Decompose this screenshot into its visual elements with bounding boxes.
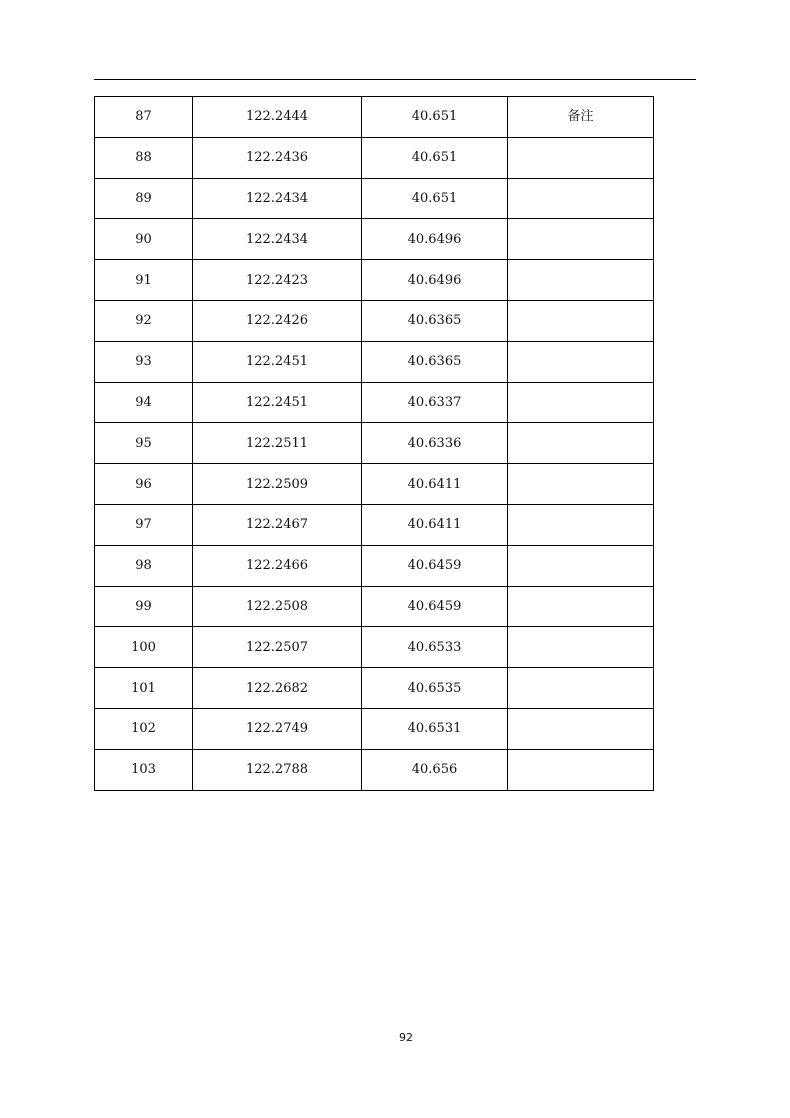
latitude-cell: 40.6533 [362, 627, 508, 668]
point-index-cell: 93 [95, 341, 193, 382]
point-index-cell: 95 [95, 423, 193, 464]
latitude-cell: 40.6411 [362, 464, 508, 505]
note-cell [508, 382, 654, 423]
table-row [95, 300, 654, 341]
table-row [95, 708, 654, 749]
point-index-cell: 96 [95, 464, 193, 505]
table-row [95, 178, 654, 219]
table-row [95, 668, 654, 709]
point-index-cell: 98 [95, 545, 193, 586]
latitude-cell: 40.6365 [362, 341, 508, 382]
header-rule [94, 79, 696, 80]
note-cell [508, 341, 654, 382]
point-index-cell: 102 [95, 708, 193, 749]
point-index-cell: 94 [95, 382, 193, 423]
point-index-cell: 100 [95, 627, 193, 668]
latitude-cell: 40.6459 [362, 545, 508, 586]
table-row [95, 341, 654, 382]
latitude-cell: 40.6531 [362, 708, 508, 749]
latitude-cell: 40.6336 [362, 423, 508, 464]
latitude-cell: 40.6496 [362, 260, 508, 301]
point-index-cell: 99 [95, 586, 193, 627]
point-index-cell: 90 [95, 219, 193, 260]
note-cell [508, 668, 654, 709]
note-cell [508, 423, 654, 464]
table-row [95, 423, 654, 464]
longitude-cell: 122.2682 [193, 668, 362, 709]
table-row [95, 219, 654, 260]
table-row [95, 545, 654, 586]
table-row [95, 382, 654, 423]
latitude-cell: 40.6535 [362, 668, 508, 709]
longitude-cell: 122.2788 [193, 749, 362, 790]
latitude-cell: 40.6337 [362, 382, 508, 423]
note-cell [508, 586, 654, 627]
table-row [95, 464, 654, 505]
longitude-cell: 122.2509 [193, 464, 362, 505]
note-cell [508, 219, 654, 260]
table-row [95, 260, 654, 301]
point-index-cell: 87 [95, 97, 193, 138]
table-row [95, 586, 654, 627]
latitude-cell: 40.656 [362, 749, 508, 790]
longitude-cell: 122.2451 [193, 382, 362, 423]
table-row [95, 627, 654, 668]
longitude-cell: 122.2444 [193, 97, 362, 138]
coordinate-table [94, 96, 654, 791]
page-number: 92 [399, 1031, 413, 1044]
longitude-cell: 122.2507 [193, 627, 362, 668]
latitude-cell: 40.6365 [362, 300, 508, 341]
table-row [95, 97, 654, 138]
longitude-cell: 122.2466 [193, 545, 362, 586]
table-row [95, 749, 654, 790]
note-cell [508, 260, 654, 301]
point-index-cell: 101 [95, 668, 193, 709]
latitude-cell: 40.6496 [362, 219, 508, 260]
longitude-cell: 122.2508 [193, 586, 362, 627]
note-cell [508, 708, 654, 749]
longitude-cell: 122.2749 [193, 708, 362, 749]
note-cell: 备注 [508, 97, 654, 138]
latitude-cell: 40.651 [362, 178, 508, 219]
longitude-cell: 122.2451 [193, 341, 362, 382]
note-cell [508, 504, 654, 545]
note-cell [508, 178, 654, 219]
longitude-cell: 122.2436 [193, 137, 362, 178]
longitude-cell: 122.2511 [193, 423, 362, 464]
longitude-cell: 122.2426 [193, 300, 362, 341]
point-index-cell: 97 [95, 504, 193, 545]
latitude-cell: 40.651 [362, 97, 508, 138]
note-cell [508, 300, 654, 341]
note-cell [508, 464, 654, 505]
table-row [95, 504, 654, 545]
note-cell [508, 545, 654, 586]
latitude-cell: 40.651 [362, 137, 508, 178]
longitude-cell: 122.2434 [193, 178, 362, 219]
latitude-cell: 40.6411 [362, 504, 508, 545]
note-cell [508, 749, 654, 790]
table-row [95, 137, 654, 178]
table-body [95, 97, 654, 791]
point-index-cell: 103 [95, 749, 193, 790]
note-cell [508, 137, 654, 178]
longitude-cell: 122.2467 [193, 504, 362, 545]
point-index-cell: 88 [95, 137, 193, 178]
latitude-cell: 40.6459 [362, 586, 508, 627]
point-index-cell: 89 [95, 178, 193, 219]
longitude-cell: 122.2434 [193, 219, 362, 260]
note-cell [508, 627, 654, 668]
longitude-cell: 122.2423 [193, 260, 362, 301]
point-index-cell: 92 [95, 300, 193, 341]
point-index-cell: 91 [95, 260, 193, 301]
